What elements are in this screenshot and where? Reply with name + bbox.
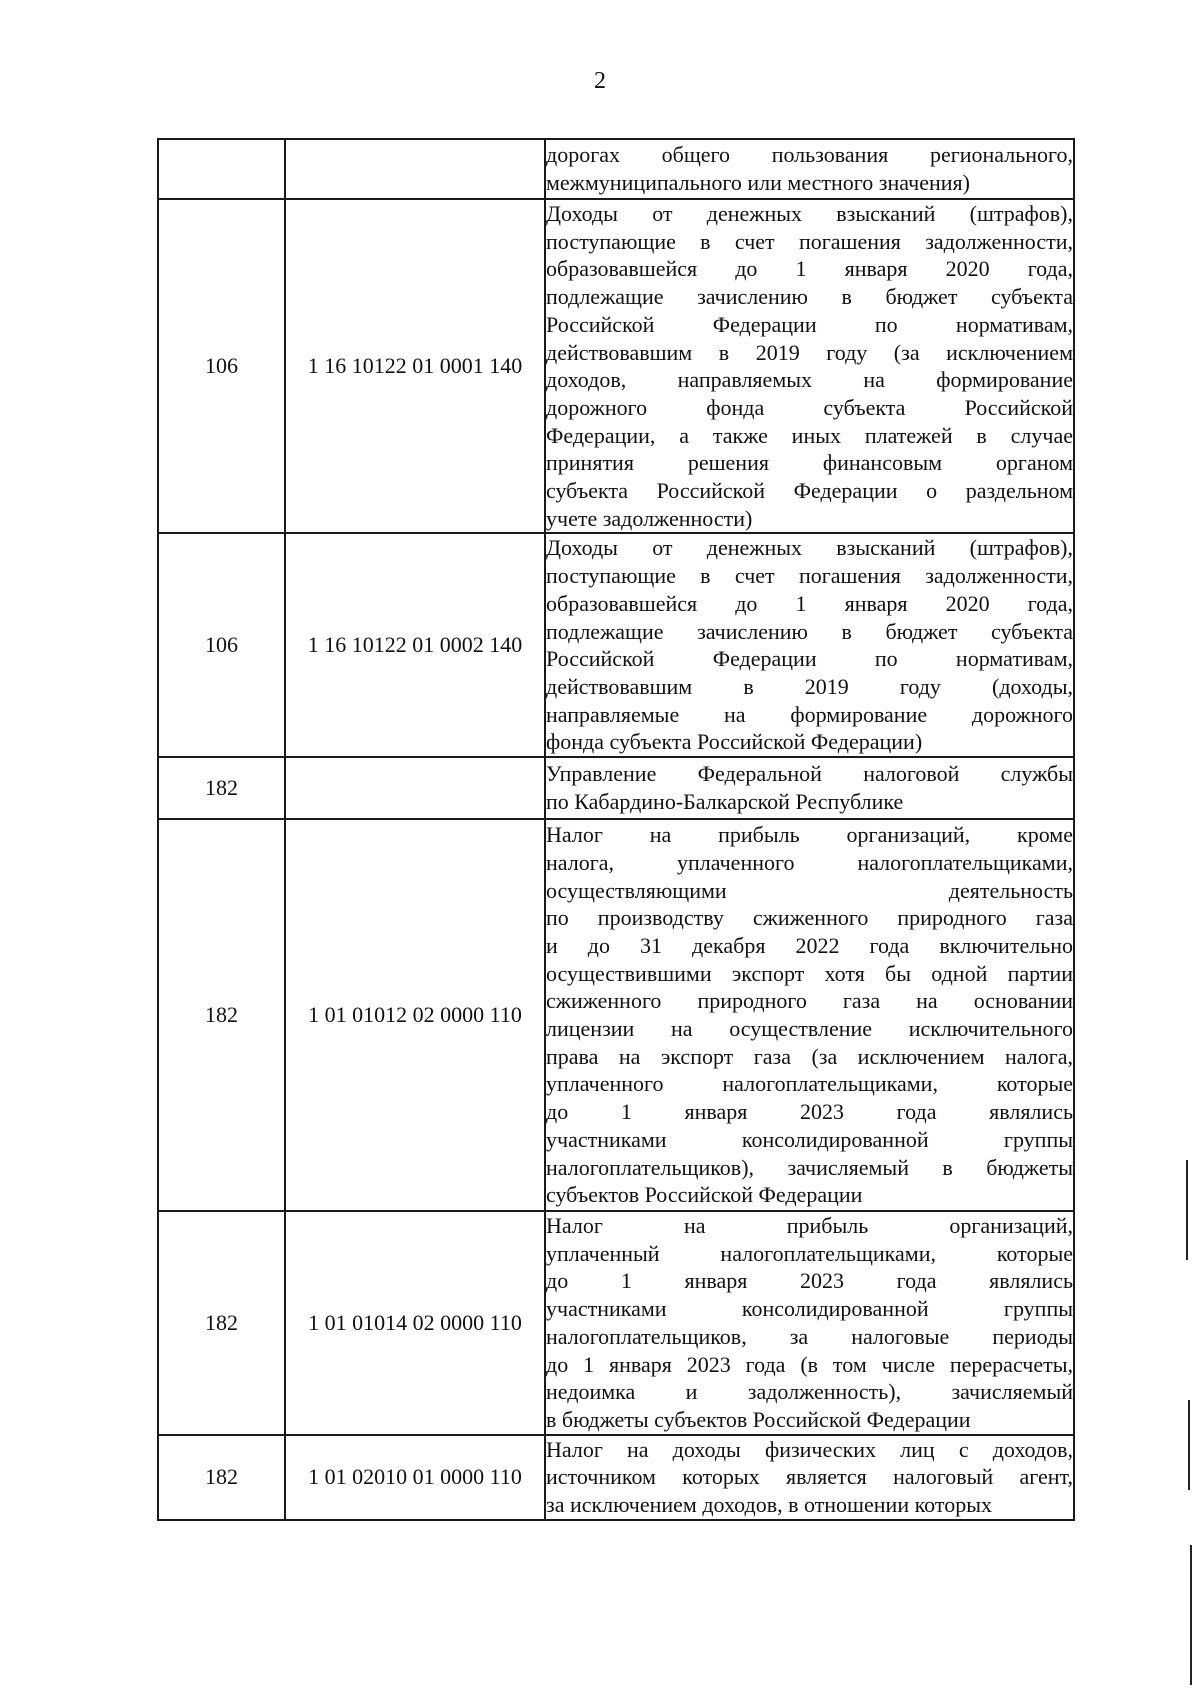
description-line: до 1 января 2023 года (в том числе перерасчеты, — [546, 1351, 1073, 1377]
description-line: дорожного фонда субъекта Российской — [546, 394, 1073, 420]
description-line: подлежащие зачислению в бюджет субъекта — [546, 618, 1073, 644]
description-line: Налог на прибыль организаций, — [546, 1213, 1073, 1239]
description-line: по производству сжиженного природного газа — [546, 905, 1073, 931]
table-row — [158, 1211, 1074, 1435]
revenue-description-cell — [545, 757, 1074, 819]
description-line: субъекта Российской Федерации о раздельном — [546, 478, 1073, 504]
description-line: Российской Федерации по нормативам, — [546, 311, 1073, 337]
admin-code-cell: 182 — [158, 1435, 285, 1520]
admin-code-cell: 182 — [158, 819, 285, 1211]
description-line: до 1 января 2023 года являлись — [546, 1268, 1073, 1294]
description-line: действовавшим в 2019 году (доходы, — [546, 673, 1073, 699]
table-row — [158, 819, 1074, 1211]
description-line: Налог на прибыль организаций, кроме — [546, 822, 1073, 848]
description-line: Федерации, а также иных платежей в случае — [546, 422, 1073, 448]
scan-artifact-line — [1188, 1400, 1190, 1490]
description-line: в бюджеты субъектов Российской Федерации — [546, 1406, 971, 1432]
revenue-description-cell — [545, 139, 1074, 199]
description-line: фонда субъекта Российской Федерации) — [546, 729, 923, 755]
budget-classification-code-cell: 1 16 10122 01 0001 140 — [285, 199, 545, 533]
description-line: субъектов Российской Федерации — [546, 1182, 863, 1208]
description-line: подлежащие зачислению в бюджет субъекта — [546, 284, 1073, 310]
page-number: 2 — [594, 68, 606, 94]
description-line: Управление Федеральной налоговой службы — [546, 761, 1073, 787]
description-line: осуществляющими деятельность — [546, 877, 1073, 903]
description-line: до 1 января 2023 года являлись — [546, 1099, 1073, 1125]
description-line: направляемые на формирование дорожного — [546, 701, 1073, 727]
admin-code-cell: 182 — [158, 757, 285, 819]
description-line: уплаченный налогоплательщиками, которые — [546, 1240, 1073, 1266]
admin-code-cell: 182 — [158, 1211, 285, 1435]
description-line: участниками консолидированной группы — [546, 1126, 1073, 1152]
admin-code-cell — [158, 139, 285, 199]
revenue-description-cell — [545, 533, 1074, 757]
description-line: учете задолженности) — [546, 505, 753, 531]
admin-code-cell: 106 — [158, 533, 285, 757]
description-line: осуществившими экспорт хотя бы одной партии — [546, 960, 1073, 986]
description-line: за исключением доходов, в отношении которых — [546, 1492, 992, 1518]
budget-classification-code-cell — [285, 139, 545, 199]
description-line: поступающие в счет погашения задолженности, — [546, 228, 1073, 254]
description-line: образовавшейся до 1 января 2020 года, — [546, 590, 1073, 616]
description-line: поступающие в счет погашения задолженности, — [546, 563, 1073, 589]
description-line: налога, уплаченного налогоплательщиками, — [546, 849, 1073, 875]
description-line: налогоплательщиков, за налоговые периоды — [546, 1323, 1073, 1349]
budget-classification-code-cell: 1 01 01014 02 0000 110 — [285, 1211, 545, 1435]
description-line: Доходы от денежных взысканий (штрафов), — [546, 201, 1073, 226]
budget-classification-code-cell: 1 01 02010 01 0000 110 — [285, 1435, 545, 1520]
revenue-description-cell — [545, 1211, 1074, 1435]
table-row — [158, 1435, 1074, 1520]
description-line: образовавшейся до 1 января 2020 года, — [546, 256, 1073, 282]
scan-artifact-line — [1190, 1545, 1192, 1685]
description-line: недоимка и задолженность), зачисляемый — [546, 1379, 1073, 1405]
description-line: и до 31 декабря 2022 года включительно — [546, 932, 1073, 958]
table-row — [158, 139, 1074, 199]
description-line: источником которых является налоговый агент, — [546, 1464, 1073, 1490]
revenue-description-cell — [545, 1435, 1074, 1520]
table-row — [158, 757, 1074, 819]
description-line: Доходы от денежных взысканий (штрафов), — [546, 535, 1073, 561]
table-row — [158, 533, 1074, 757]
description-line: дорогах общего пользования регионального, — [546, 142, 1073, 168]
table-row — [158, 199, 1074, 533]
admin-code-cell: 106 — [158, 199, 285, 533]
description-line: налогоплательщиков), зачисляемый в бюджеты — [546, 1154, 1073, 1180]
description-line: межмуниципального или местного значения) — [546, 170, 970, 195]
budget-classification-code-cell: 1 16 10122 01 0002 140 — [285, 533, 545, 757]
revenue-codes-table — [157, 138, 1075, 1521]
description-line: Налог на доходы физических лиц с доходов, — [546, 1436, 1073, 1462]
description-line: Российской Федерации по нормативам, — [546, 646, 1073, 672]
description-line: действовавшим в 2019 году (за исключением — [546, 339, 1073, 365]
description-line: участниками консолидированной группы — [546, 1296, 1073, 1322]
description-line: по Кабардино-Балкарской Республике — [546, 789, 904, 815]
revenue-description-cell — [545, 199, 1074, 533]
description-line: сжиженного природного газа на основании — [546, 988, 1073, 1014]
description-line: принятия решения финансовым органом — [546, 450, 1073, 476]
description-line: лицензии на осуществление исключительного — [546, 1016, 1073, 1042]
description-line: права на экспорт газа (за исключением налога, — [546, 1043, 1073, 1069]
budget-classification-code-cell — [285, 757, 545, 819]
scan-artifact-line — [1186, 1160, 1188, 1260]
revenue-description-cell — [545, 819, 1074, 1211]
description-line: уплаченного налогоплательщиками, которые — [546, 1071, 1073, 1097]
budget-classification-code-cell: 1 01 01012 02 0000 110 — [285, 819, 545, 1211]
description-line: доходов, направляемых на формирование — [546, 367, 1073, 393]
